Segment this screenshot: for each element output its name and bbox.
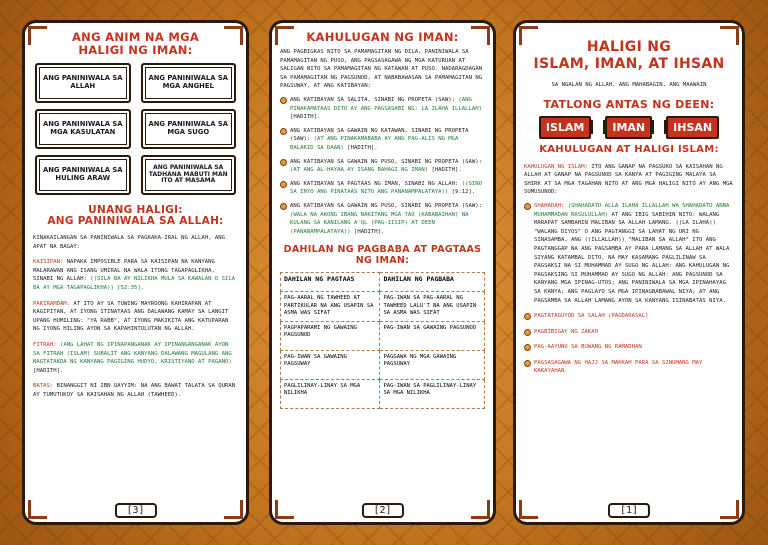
level-iman: IMAN — [605, 116, 652, 139]
evidence-item: ANG KATIBAYAN SA GAWAIN NG PUSO, SINABI NG PROPETA (SAW): (AT ANG AL-HAYAA AY ISANG BAHAGI NG IMAN) [HADITH]. — [280, 158, 485, 175]
pillar-shahadah: SHAHADAH: (SHAHADATU ALLA ILAHA ILLALLAH WA SHAHADATU ANNA MUHAMMADAN RASULULLAH) AT ANG IBIG SABIHIN NITO: WALANG MARAPAT SAMBAHIN MALIBAN SA ALLAH LAMANG. ((LA ILAHA)) "WALANG DIYOS" O ANG PAGTANGGI SA LAHAT NG URI NG SINASAMBA, ANG ((ILLALLAH)) "MALIBAN SA ALLAH" ITO ANG PAGTANGGAP NA ANG PAGSAMBA AY PARA LAMANG SA ALLAH AT WALA SIYANG KATAMBAL DITO, NA MAY KASAMANG PAGLILINAW SA PAGSAKSI NA SI MUHAMMAD AY SUGO NG ALLAH: ANG KAHULUGAN NG PAGSAKSING SI MUHAMMAD AY SUGO NG ALLAH: ANG PAGSUNOD SA KANYANG MGA IPINAG-UTOS; ANG PANINIWALA SA MGA IPINAHAYAG SA KANYA; ANG PAGLAYO SA MGA IPINAGBABAWAL NIYA; AT ANG PAGSAMBA SA ALLAH LAMANG AYON SA KANYANG ISINABATAS NIYA. — [524, 202, 734, 305]
table-row: PAGLILINAY-LINAY SA MGA NILIKHA PAG-IWAN SA PAGLILINAY-LINAY SA MGA NILIKHA — [281, 379, 485, 408]
item-fitrah: FITRAH: (ANG LAHAT NG IPINAPANGANAK AY IPINANGANGANAK AYON SA FITRAH (ISLAM) SUBALIT ANG KANYANG DALAWANG MAGULANG ANG NAGTATAKDA NG KANYANG PAGIGING HUDYO, KRISTIYANO AT PAGANO) [HADITH]. — [33, 341, 232, 374]
iman-definition: ANG PAGBIGKAS NITO SA PAMAMAGITAN NG DILA, PANINIWALA SA PAMAMAGITAN NG PUSO, ANG PAGSASAGAWA NG MGA KATURUAN AT SALIGAN NITO SA PAMAMAGITAN NG KATAWAN AT PUSO. NADARAGDAGAN SA PAMAMAGITAN NG PAGSUNOD, AT NABABAWASAN SA PAMAMAGITAN NG PAGSUWAY, AT ANG KATIBAYAN: — [280, 49, 483, 90]
allah-intro: KINAKAILANGAN SA PANINIWALA SA PAGKAKA-IRAL NG ALLAH, ANG APAT NA BAGAY: — [33, 235, 225, 250]
pillar-box: ANG PANINIWALA SA MGA SUGO — [141, 109, 237, 149]
column-header: DAHILAN NG PAGBABA — [380, 273, 485, 292]
evidence-item: ANG KATIBAYAN SA SALITA, SINABI NG PROPETA (SAW): (ANG PINAKAMATAAS DITO AY ANG PAGSASABI NG: LA ILAHA ILLALLAH) [HADITH]. — [280, 96, 485, 122]
table-row: PAGPAPARAMI NG GAWAING PAGSUNOD PAG-IWAN SA GAWAING PAGSUNOD — [281, 321, 485, 350]
first-pillar-title: UNANG HALIGI: ANG PANINIWALA SA ALLAH: — [47, 204, 224, 227]
pillar-box: ANG PANINIWALA SA ALLAH — [35, 63, 131, 103]
pillar-item: PAGSASAGAWA NG HAJJ SA MAKKAH PARA SA SINUMANG MAY KAKAYAHAN. — [524, 359, 734, 376]
evidence-item: ANG KATIBAYAN SA PAGTAAS NG IMAN, SINABI NG ALLAH: ((SINO SA INYO ANG PINATAAS NITO ANG PANANAMPALATAYA)) [9:12]. — [280, 180, 485, 197]
pillar-item: PAG-AAYUNO SA BUWANG NG RAMADHAN — [524, 343, 734, 352]
table-row: PAG-IWAN SA GAWAING PAGSUWAY PAGGAWA NG MGA GAWAING PAGSUWAY — [281, 350, 485, 379]
pillars-title: ANG ANIM NA MGA HALIGI NG IMAN: — [71, 30, 200, 57]
islam-definition: KAHULUGAN NG ISLAM: ITO ANG GANAP NA PAGSUKO SA KAISAHAN NG ALLAH AT GANAP NA PAGSUNOD SA KANYA AT PAGIGING MALAYA SA SHIRK AT SA MGA TAGAHAN NITO AT ANG MGA HALIGI NITO AY ANG MGA SUMUSUNOD: — [524, 163, 733, 196]
pillar-box: ANG PANINIWALA SA MGA KASULATAN — [35, 109, 131, 149]
islam-pillars-title: KAHULUGAN AT HALIGI ISLAM: — [539, 143, 719, 155]
levels-title: TATLONG ANTAS NG DEEN: — [543, 97, 715, 111]
pillar-box: ANG PANINIWALA SA HULING ARAW — [35, 155, 131, 195]
panel-page-2 — [269, 20, 496, 525]
reasons-table — [280, 272, 485, 409]
pillar-item: PAGBIBIGAY NG ZAKAH — [524, 328, 734, 337]
evidence-item: ANG KATIBAYAN SA GAWAIN NG KATAWAN, SINABI NG PROPETA (SAW): (AT ANG PINAKAMABABA AY ANG PAG-ALIS NG MGA BALAKID SA DAAN) [HADITH]. — [280, 127, 485, 153]
level-islam: ISLAM — [539, 116, 591, 139]
bismillah: SA NGALAN NG ALLAH, ANG MAHABAGIN, ANG MAAWAIN — [551, 82, 707, 88]
panel-page-1 — [513, 20, 745, 525]
item-pakiramdam: PAKIRAMDAM: AT ITO AY SA TUWING MAYROONG KAHIRAPAN AT KAGIPITAN, AT IYONG ITINATAAS ANG DALAWANG KAMAY SA LANGIT UPANG HUMILING: "YA RABB", AT IYONG MAKIKITA ANG KATUPARAN NG IYONG HILING AYON SA KAPAHINTULUTAN NG ALLAH. — [33, 300, 229, 333]
table-row: PAG-AARAL NG TAWHEED AT PARTIKULAR NA ANG USAPIN SA ASMA WAS SIFAT PAG-IWAN SA PAG-AARAL NG TAWHEED LALU'T NA ANG USAPIN SA ASMA WAS SIFAT — [281, 292, 485, 322]
pillar-box: ANG PANINIWALA SA TADHANA MABUTI MAN ITO AT MASAMA — [141, 155, 237, 195]
cover-title: HALIGI NG ISLAM, IMAN, AT IHSAN — [533, 39, 725, 72]
column-header: DAHILAN NG PAGTAAS — [281, 273, 380, 292]
page-number: [2] — [361, 503, 403, 518]
item-batas: BATAS: BINANGGIT NI IBN QAYYIM: NA ANG BAWAT TALATA SA QURAN AY TUMUTUKOY SA KAISAHAN NG ALLAH (TAWHEED). — [33, 383, 236, 398]
evidence-item: ANG KATIBAYAN SA GAWAIN NG PUSO, SINABI NG PROPETA (SAW): (WALA NA AKONG IBANG NAKITANG MGA TAO (KABABAIHAN) NA KULANG SA KANILANG A'QL (PAG-IISIP) AT DEEN (PANANAMPALATAYA)) [HADITH]. — [280, 202, 485, 236]
pillar-item: PAGTATAGUYOD SA SALAH (PAGDARASAL) — [524, 312, 734, 321]
page-number: [3] — [114, 503, 156, 518]
iman-pillars-grid — [33, 57, 238, 195]
iman-meaning-title: KAHULUGAN NG IMAN: — [306, 30, 459, 44]
deen-levels — [524, 116, 734, 139]
level-ihsan: IHSAN — [666, 116, 719, 139]
pillar-box: ANG PANINIWALA SA MGA ANGHEL — [141, 63, 237, 103]
reasons-title: DAHILAN NG PAGBABA AT PAGTAAS NG IMAN: — [283, 244, 482, 267]
panel-page-3 — [22, 20, 249, 525]
page-number: [1] — [608, 503, 650, 518]
item-kaisipan: KAISIPAN: NAPAKA IMPOSIBLE PARA SA KAISIPAN NA KANYANG MALARAWAN ANG ISANG UMIRAL NA WALA ITONG TAGAPAGLIKHA, SINABI NG ALLAH: ((SILA BA AY NILIKHA MULA SA KAWALAN O SILA BA AY MGA TAGAPAGLIKHA)) [52:35]. — [33, 259, 236, 291]
